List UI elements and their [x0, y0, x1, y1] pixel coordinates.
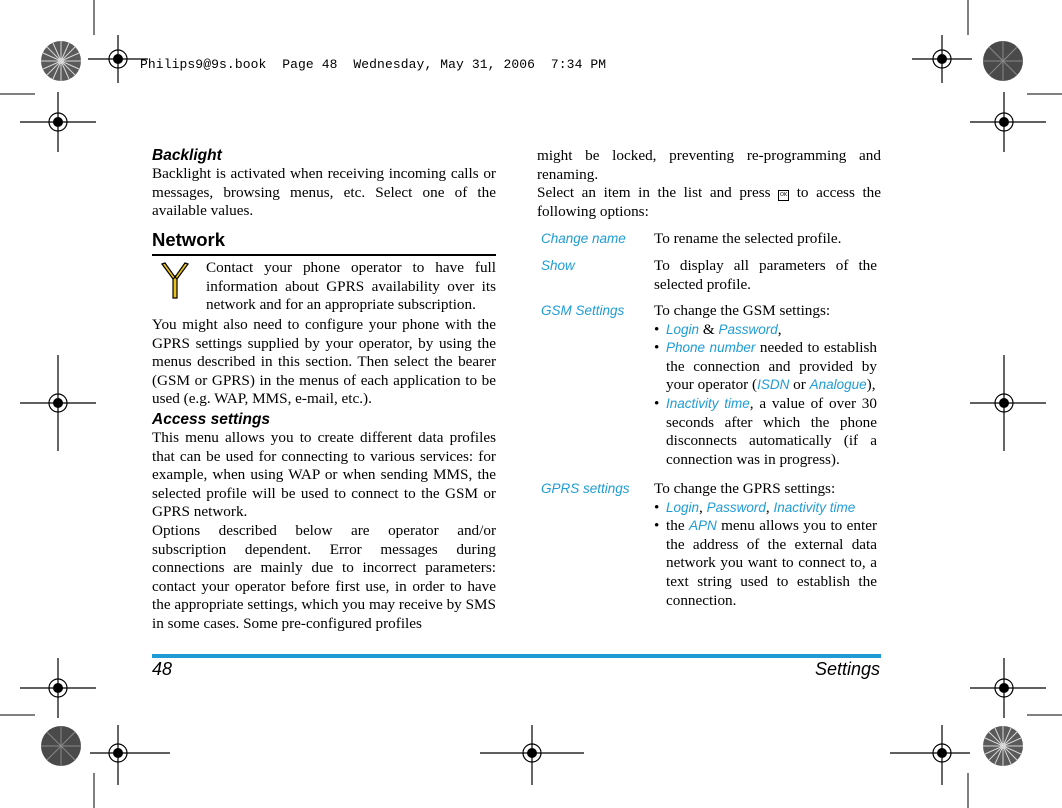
term-password: Password: [718, 321, 778, 337]
gprs-settings-intro: To change the GPRS settings:: [654, 480, 836, 497]
select-item-text: [537, 184, 881, 221]
option-label-gsm-settings: GSM Settings: [541, 303, 625, 318]
antenna-icon: [160, 262, 190, 300]
registration-mark-bottom-right: [890, 725, 980, 785]
bullet-dot: •: [654, 498, 660, 516]
bullet-dot: •: [654, 339, 660, 357]
registration-mark-right-middle: [970, 355, 1050, 451]
network-heading: Network: [152, 229, 225, 250]
starburst-mark-top-left: [40, 40, 82, 82]
option-label-show: Show: [541, 258, 575, 273]
registration-mark-right-upper: [970, 92, 1050, 152]
bullet-text: &: [699, 320, 719, 338]
gprs-bullet-apn: [654, 517, 877, 610]
network-note: [206, 259, 496, 315]
registration-mark-left-middle: [20, 355, 100, 451]
access-settings-paragraph-1: This menu allows you to create different data profiles that can be used for connecting to various services: for example, when using WAP or when sending MMS, the selected profile will be used to connect to the GSM or GPRS network.: [152, 428, 496, 521]
registration-mark-bottom-left: [80, 725, 170, 785]
gsm-bullet-phone-number: [654, 339, 877, 395]
bullet-text: ),: [866, 376, 876, 394]
print-header-stamp: Philips9@9s.book Page 48 Wednesday, May 31, 2006 7:34 PM: [140, 57, 607, 72]
access-settings-paragraph-2: Options described below are operator and/or subscription dependent. Error messages during connections are mainly due to incorrect parameters: contact your operator before first use, in order to have the appropriate settings, which you may receive by SMS in some cases. Some pre-configured profiles: [152, 521, 496, 632]
option-desc-gprs-settings: [654, 480, 877, 610]
option-desc-gsm-settings: [654, 302, 877, 469]
bullet-text: the: [666, 517, 689, 535]
bullet-text: , a value of over 30 seconds after which the phone disconnects automatically (if a connection was in progress).: [666, 394, 877, 468]
term-login: Login: [666, 499, 700, 515]
network-heading-rule: [152, 254, 496, 256]
bullet-text: ,: [699, 498, 707, 516]
term-analogue: Analogue: [809, 377, 867, 393]
network-body: [152, 316, 496, 634]
right-column-intro: [537, 147, 881, 221]
bullet-text: menu allows you to enter the address of the external data network you want to connect to, a text string used to establish the connection.: [666, 517, 878, 609]
gsm-bullet-inactivity-time: [654, 395, 877, 469]
registration-mark-left-lower: [20, 658, 100, 718]
registration-mark-left-upper: [20, 92, 100, 152]
term-inactivity-time: Inactivity time: [666, 395, 750, 411]
footer-rule: [152, 654, 881, 658]
gsm-settings-intro: To change the GSM settings:: [654, 302, 831, 319]
bullet-text: ,: [765, 498, 774, 516]
term-apn: APN: [688, 518, 717, 534]
backlight-paragraph: Backlight is activated when receiving incoming calls or messages, browsing menus, etc. Select one of the available values.: [152, 165, 496, 220]
gprs-bullet-login: [654, 499, 877, 518]
registration-mark-top-right: [912, 35, 972, 83]
bullet-text: needed to establish the connection and provided by your operator (: [666, 339, 878, 394]
bullet-dot: •: [654, 394, 660, 412]
term-phone-number: Phone number: [666, 340, 756, 356]
bullet-text: or: [789, 376, 810, 394]
option-desc-change-name: To rename the selected profile.: [654, 230, 842, 247]
registration-mark-top-left: [88, 35, 148, 83]
option-label-change-name: Change name: [541, 231, 626, 246]
starburst-mark-bottom-right: [982, 725, 1024, 767]
network-note-text: Contact your phone operator to have full information about GPRS availability over its network and for an appropriate subscription.: [206, 259, 496, 314]
select-item-text-a: Select an item in the list and press: [537, 184, 771, 202]
left-column: [152, 147, 496, 221]
gsm-bullet-login: [654, 321, 877, 340]
network-paragraph: You might also need to configure your phone with the GPRS settings supplied by your operator, by using the menus described in this section. Then select the bearer (GSM or GPRS) in the menus of each application to be used (e.g. WAP, MMS, e-mail, etc.).: [152, 316, 496, 408]
option-desc-show: To display all parameters of the selected profile.: [654, 257, 877, 293]
option-label-gprs-settings: GPRS settings: [541, 481, 630, 496]
backlight-heading: Backlight: [152, 147, 222, 164]
registration-mark-bottom-center: [480, 725, 584, 785]
profiles-locked-text: might be locked, preventing re-programming and renaming.: [537, 147, 881, 183]
registration-mark-right-lower: [970, 658, 1050, 718]
select-item-text-b: to access the following options:: [537, 184, 882, 220]
term-login: Login: [666, 321, 700, 337]
section-title: Settings: [814, 659, 880, 679]
page-number: 48: [152, 659, 173, 679]
term-inactivity-time: Inactivity time: [773, 499, 856, 515]
starburst-mark-bottom-left: [40, 725, 82, 767]
bullet-dot: •: [654, 320, 660, 338]
ok-key-icon: OK: [778, 190, 789, 201]
starburst-mark-top-right: [982, 40, 1024, 82]
term-isdn: ISDN: [757, 377, 790, 393]
bullet-text: ,: [777, 320, 782, 338]
bullet-dot: •: [654, 517, 660, 535]
term-password: Password: [706, 499, 766, 515]
access-settings-heading: Access settings: [152, 410, 271, 428]
